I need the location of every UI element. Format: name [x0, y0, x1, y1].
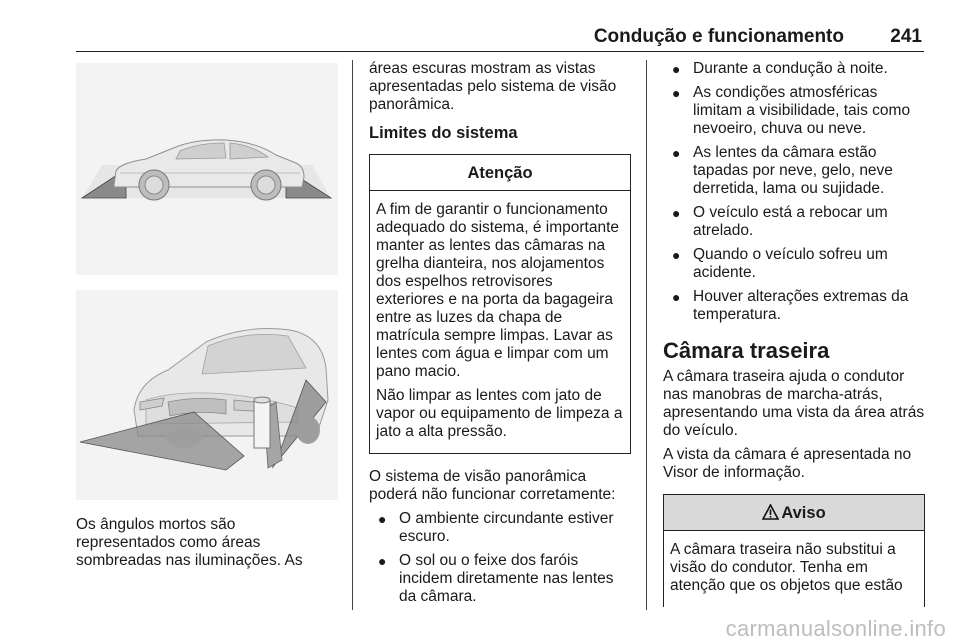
bullet-icon: ● — [672, 145, 681, 161]
bullet-icon: ● — [378, 553, 387, 569]
page-header — [76, 24, 924, 52]
list-item: ● Quando o veículo sofreu um acidente. — [672, 246, 888, 281]
section-title-system-limits: Limites do sistema — [369, 124, 518, 142]
attention-title: Atenção — [370, 155, 630, 191]
bullet-icon: ● — [672, 205, 681, 221]
list-item: ● Durante a condução à noite. — [672, 60, 888, 77]
column-2 — [369, 60, 631, 612]
continuation-paragraph: áreas escuras mostram as vistas apresentadas pelo sistema de visão panorâmica. — [369, 60, 617, 113]
page-number: 241 — [890, 26, 922, 47]
watermark: carmanualsonline.info — [725, 616, 946, 641]
rear-camera-paragraph: A câmara traseira ajuda o condutor nas manobras de marcha-atrás, apresentando uma vista da área atrás do veículo. — [663, 368, 925, 439]
notice-text: A câmara traseira não substitui a visão do condutor. Tenha em atenção que os objetos que estão — [670, 541, 903, 594]
list-item: ● As condições atmosféricas limitam a visibilidade, tais como nevoeiro, chuva ou neve. — [672, 84, 911, 137]
header-title: Condução e funcionamento — [593, 26, 844, 47]
list-item: ● Houver alterações extremas da temperatura. — [672, 288, 909, 323]
list-item: ● O sol ou o feixe dos faróis incidem diretamente nas lentes da câmara. — [378, 552, 614, 605]
figure-caption: Os ângulos mortos são representados como áreas sombreadas nas iluminações. As — [76, 516, 303, 569]
limits-list — [369, 510, 631, 606]
attention-box — [369, 154, 631, 454]
section-title-rear-camera: Câmara traseira — [663, 338, 830, 363]
attention-paragraph: A fim de garantir o funcionamento adequado do sistema, é importante manter as lentes das câmaras na grelha dianteira, nos alojamentos dos espelhos retrovisores exteriores e na porta da bagageira entre as luzes da chapa de matrícula sempre limpas. Lavar as lentes com água e limpar com um pano macio. — [376, 201, 619, 380]
bullet-icon: ● — [672, 85, 681, 101]
bullet-icon: ● — [672, 247, 681, 263]
attention-body — [370, 191, 630, 453]
column-divider — [646, 60, 647, 610]
notice-box — [663, 494, 925, 607]
car-camera-zones-illustration — [76, 290, 338, 500]
car-side-view-illustration — [76, 63, 338, 275]
notice-title: Aviso — [781, 504, 826, 522]
column-divider — [352, 60, 353, 610]
warning-triangle-icon — [762, 504, 779, 520]
notice-header — [664, 495, 924, 531]
conditions-list — [663, 60, 925, 324]
list-item: ● O veículo está a rebocar um atrelado. — [672, 204, 888, 239]
bullet-icon: ● — [672, 289, 681, 305]
rear-camera-paragraph: A vista da câmara é apresentada no Visor de informação. — [663, 446, 912, 481]
bullet-icon: ● — [378, 511, 387, 527]
list-item: ● As lentes da câmara estão tapadas por neve, gelo, neve derretida, lama ou sujidade. — [672, 144, 893, 197]
list-item: ● O ambiente circundante estiver escuro. — [378, 510, 614, 545]
attention-paragraph: Não limpar as lentes com jato de vapor ou equipamento de limpeza a jato a alta pressão. — [376, 387, 623, 440]
limits-intro: O sistema de visão panorâmica poderá não funcionar corretamente: — [369, 468, 616, 503]
column-3 — [663, 60, 925, 607]
notice-body — [664, 531, 924, 607]
bullet-icon: ● — [672, 61, 681, 77]
